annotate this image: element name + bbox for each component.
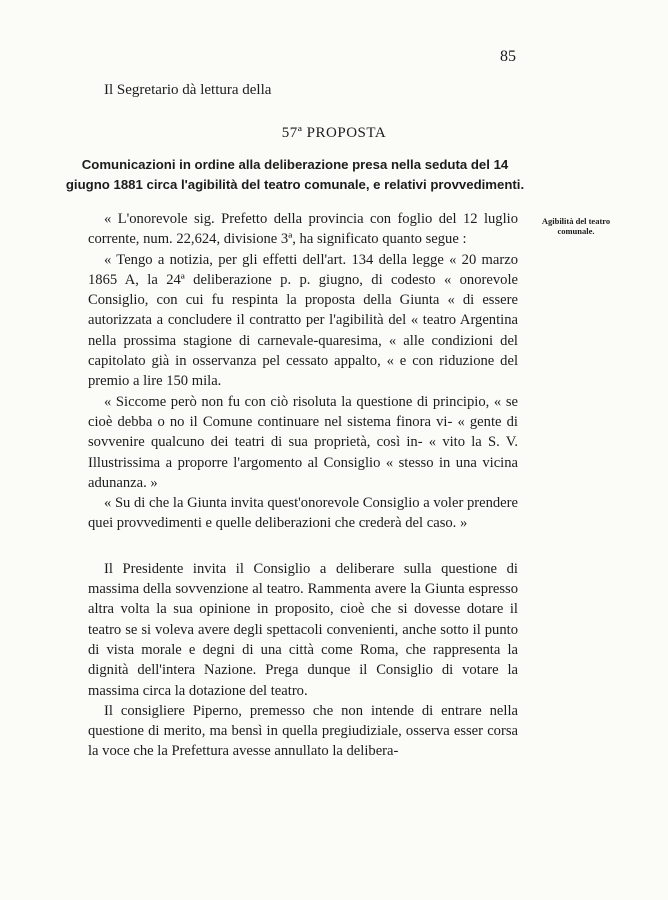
paragraph-quote-2: « Siccome però non fu con ciò risoluta la questione di principio, « se cioè debba o no il Comune continuare nel sistema finora vi- « gente di sovvenire qualcuno dei teatri di sua proprietà, così in- « vito la S. V. Illustrissima a proporre l'argomento al Consiglio « stesso in una vicina adunanza. » (88, 393, 518, 491)
proposal-title: 57ª PROPOSTA (281, 125, 387, 141)
intro-line: Il Segretario dà lettura della (104, 82, 272, 98)
margin-note: Agibilità del teatro comunale. (541, 216, 611, 236)
page-number: 85 (500, 48, 516, 65)
paragraph-giunta: « Su di che la Giunta invita quest'onorevole Consiglio a voler prendere quei provvedimenti e quelle deliberazioni che crederà del caso. » (88, 495, 518, 532)
paragraph-prefect-letter: « L'onorevole sig. Prefetto della provincia con foglio del 12 luglio corrente, num. 22,624, divisione 3ª, ha significato quanto segue : (88, 211, 518, 248)
paragraph-quote-1: « Tengo a notizia, per gli effetti dell'art. 134 della legge « 20 marzo 1865 A, la 24ª deliberazione p. p. giugno, di codesto « onorevole Consiglio, con cui fu respinta la proposta della Giunta « di essere autorizzata a concludere il contratto per l'agibilità del « teatro Argentina nella prossima stagione di carnevale-quaresima, « alle condizioni del capitolato già in osservanza pel cessato appalto, « e con riduzione del premio a lire 150 mila. (88, 251, 518, 390)
paragraph-presidente: Il Presidente invita il Consiglio a deliberare sulla questione di massima della sovvenzione al teatro. Rammenta avere la Giunta espresso altra volta la sua opinione in proposito, cioè che si dovesse dotare il teatro se si voleva avere degli spettacoli convenienti, anche sotto il punto di vista morale e degni di una città come Roma, che rappresenta la dignità dell'intera Nazione. Prega dunque il Consiglio di votare la massima circa la dotazione del teatro. (88, 560, 518, 699)
proposal-subtitle: Comunicazioni in ordine alla deliberazione presa nella seduta del 14 giugno 1881 circa l'agibilità del teatro comunale, e relativi provvedimenti. (65, 157, 525, 192)
paragraph-piperno: Il consigliere Piperno, premesso che non intende di entrare nella questione di merito, ma bensì in quella pregiudiziale, osserva esser corsa la voce che la Prefettura avesse annullato la delibera- (88, 702, 518, 760)
body-text (88, 209, 518, 762)
